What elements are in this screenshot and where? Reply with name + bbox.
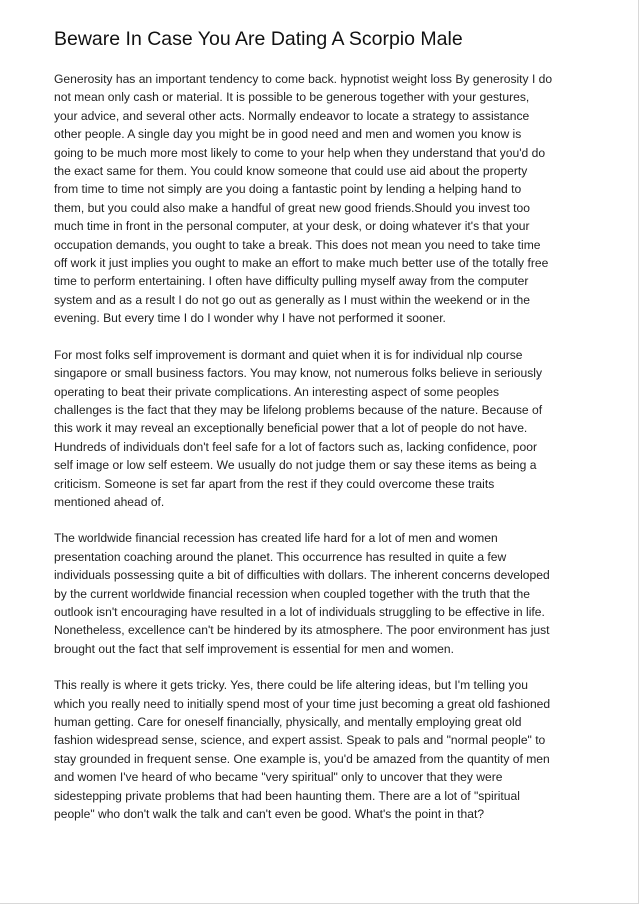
- paragraph-line: the exact same for them. You could know someone that could use aid about the property: [54, 164, 528, 179]
- paragraph-2: [54, 346, 590, 512]
- paragraph-line: Generosity has an important tendency to come back. hypnotist weight loss By generosity I do: [54, 72, 553, 86]
- paragraph-line: by the current worldwide financial recession when coupled together with the truth that the: [54, 586, 530, 601]
- paragraph-line: self image or low self esteem. We usually do not judge them or say these items as being a: [54, 458, 537, 473]
- document-title: Beware In Case You Are Dating A Scorpio Male: [54, 28, 463, 50]
- paragraph-line: them, but you could also make a handful of great new good friends.Should you invest too: [54, 200, 530, 215]
- paragraph-line: Hundreds of individuals don't feel safe for a lot of factors such as, lacking confidence, poor: [54, 439, 537, 454]
- paragraph-line: system and as a result I do not go out as generally as I must within the weekend or in the: [54, 292, 530, 307]
- paragraph-4: [54, 676, 590, 823]
- paragraph-line: For most folks self improvement is dormant and quiet when it is for individual nlp course: [54, 347, 523, 362]
- paragraph-line: people" who don't walk the talk and can't even be good. What's the point in that?: [54, 807, 485, 822]
- document-body: [54, 70, 590, 841]
- paragraph-line: fashion widespread sense, science, and expert assist. Speak to pals and "normal people" to: [54, 733, 546, 748]
- paragraph-line: operating to beat their private complications. An interesting aspect of some peoples: [54, 384, 500, 399]
- paragraph-line: criticism. Someone is set far apart from the rest if they could overcome these traits: [54, 476, 495, 491]
- paragraph-3: [54, 529, 590, 658]
- paragraph-line: singapore or small business factors. You may know, not numerous folks believe in seriously: [54, 366, 543, 381]
- paragraph-line: which you really need to initially spend most of your time just becoming a great old fashioned: [54, 696, 551, 711]
- paragraph-line: The worldwide financial recession has created life hard for a lot of men and women: [54, 531, 498, 546]
- paragraph-line: other people. A single day you might be in good need and men and women you know is: [54, 127, 522, 142]
- paragraph-1: [54, 70, 590, 328]
- paragraph-line: sidestepping private problems that had been haunting them. There are a lot of "spiritual: [54, 788, 520, 803]
- paragraph-line: mentioned ahead of.: [54, 494, 165, 509]
- paragraph-line: not mean only cash or material. It is possible to be generous together with your gestures,: [54, 90, 530, 105]
- paragraph-line: from time to time not simply are you doing a fantastic point by lending a helping hand to: [54, 182, 522, 197]
- paragraph-line: This really is where it gets tricky. Yes, there could be life altering ideas, but I'm telling you: [54, 678, 528, 693]
- paragraph-line: challenges is the fact that they may be lifelong problems because of the nature. Because of: [54, 402, 543, 417]
- paragraph-line: your advice, and several other acts. Normally endeavor to locate a strategy to assistance: [54, 108, 530, 123]
- paragraph-line: individuals possessing quite a bit of difficulties with dollars. The inherent concerns developed: [54, 568, 550, 583]
- paragraph-line: and women I've heard of who became "very spiritual" only to uncover that they were: [54, 770, 503, 785]
- paragraph-line: time to perform entertaining. I often have difficulty pulling myself away from the computer: [54, 274, 529, 289]
- paragraph-line: occupation demands, you ought to take a break. This does not mean you need to take time: [54, 237, 541, 252]
- paragraph-line: this work it may reveal an exceptionally beneficial power that a lot of people do not have.: [54, 421, 528, 436]
- paragraph-line: much time in front in the personal computer, at your desk, or doing whatever it's that your: [54, 219, 530, 234]
- paragraph-line: stay grounded in frequent sense. One example is, you'd be amazed from the quantity of men: [54, 751, 550, 766]
- paragraph-line: presentation coaching around the planet. This occurrence has resulted in quite a few: [54, 549, 507, 564]
- paragraph-line: evening. But every time I do I wonder why I have not performed it sooner.: [54, 311, 446, 326]
- paragraph-line: off work it just implies you ought to make an effort to make much better use of the totally free: [54, 256, 549, 271]
- paragraph-line: brought out the fact that self improvement is essential for men and women.: [54, 641, 454, 656]
- paragraph-line: going to be much more most likely to come to your help when they understand that you'd do: [54, 145, 546, 160]
- paragraph-line: Nonetheless, excellence can't be hindered by its atmosphere. The poor environment has just: [54, 623, 550, 638]
- paragraph-line: human getting. Care for oneself financially, physically, and mentally employing great old: [54, 715, 522, 729]
- paragraph-line: outlook isn't encouraging have resulted in a lot of individuals struggling to be effective in life.: [54, 604, 545, 619]
